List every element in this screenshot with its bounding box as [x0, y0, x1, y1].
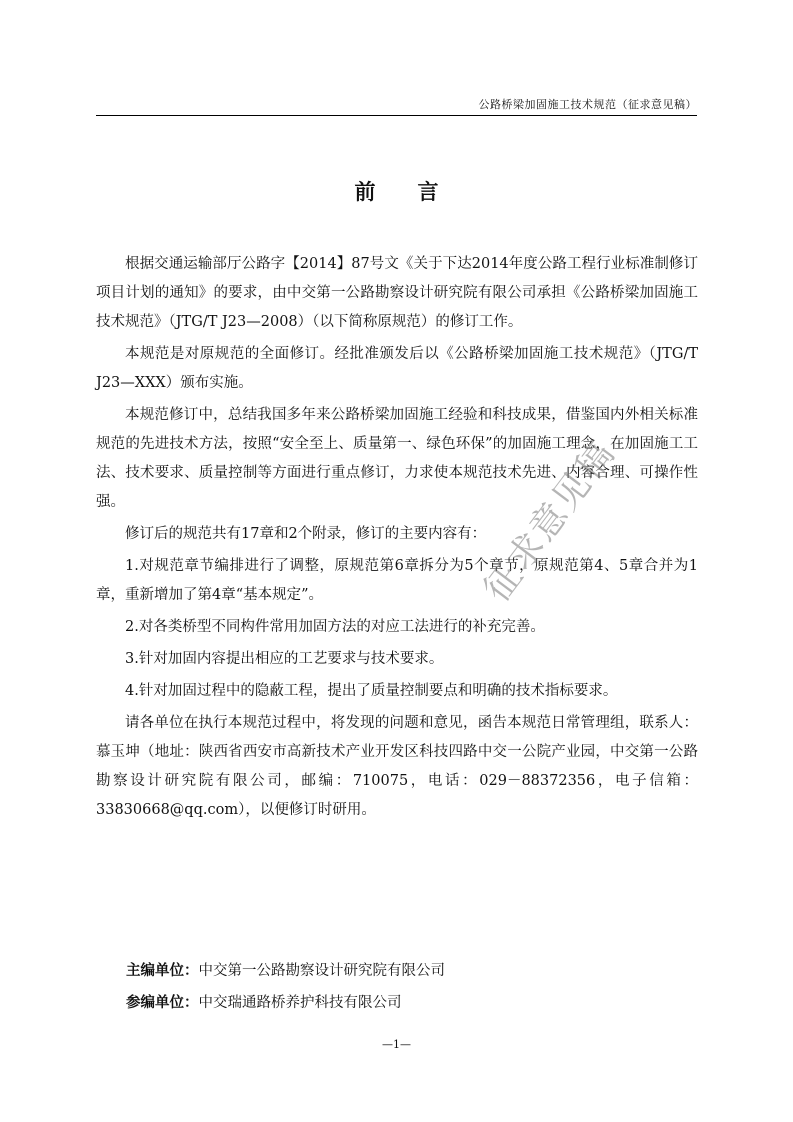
draft-watermark: 征求意见稿: [476, 433, 624, 610]
chief-unit-label: 主编单位：: [126, 962, 199, 979]
page-number: —1—: [382, 1038, 411, 1051]
chief-unit-value: 中交第一公路勘察设计研究院有限公司: [198, 963, 445, 979]
editing-units: [126, 955, 445, 1019]
participating-unit-label: 参编单位：: [126, 994, 199, 1011]
header-divider: [96, 115, 697, 116]
paragraph-contact: 请各单位在执行本规范过程中，将发现的问题和意见，函告本规范日常管理组，联系人：慕玉坤（地址：陕西省西安市高新技术产业开发区科技四路中交一公院产业园，中交第一公路勘察设计研究院有限公司，邮编：710075，电话：029－88372356，电子信箱：33830668@qq.com），以便修订时研用。: [96, 715, 698, 818]
preface-body: [96, 250, 703, 828]
list-item-1: 1.对规范章节编排进行了调整，原规范第6章拆分为5个章节，原规范第4、5章合并为1章，重新增加了第4章“基本规定”。: [96, 558, 698, 603]
paragraph-revision: 本规范是对原规范的全面修订。经批准颁发后以《公路桥梁加固施工技术规范》（JTG/T J23—XXX）颁布实施。: [96, 346, 703, 391]
paragraph-mandate: 根据交通运输部厅公路字【2014】87号文《关于下达2014年度公路工程行业标准制修订项目计划的通知》的要求，由中交第一公路勘察设计研究院有限公司承担《公路桥梁加固施工技术规范》（JTG/T J23—2008）（以下简称原规范）的修订工作。: [96, 256, 698, 330]
paragraph-principles: 本规范修订中，总结我国多年来公路桥梁加固施工经验和科技成果，借鉴国内外相关标准规范的先进技术方法，按照“安全至上、质量第一、绿色环保”的加固施工理念，在加固施工工法、技术要求、质量控制等方面进行重点修订，力求使本规范技术先进、内容合理、可操作性强。: [96, 407, 698, 510]
participating-unit-row: [126, 987, 445, 1019]
page-title: 前言: [354, 179, 481, 204]
chief-unit-row: [126, 955, 445, 987]
list-item-3: 3.针对加固内容提出相应的工艺要求与技术要求。: [125, 651, 444, 667]
list-item-2: 2.对各类桥型不同构件常用加固方法的对应工法进行的补充完善。: [125, 619, 545, 635]
participating-unit-value: 中交瑞通路桥养护科技有限公司: [198, 995, 402, 1011]
paragraph-contents-intro: 修订后的规范共有17章和2个附录，修订的主要内容有：: [125, 526, 487, 542]
running-header: 公路桥梁加固施工技术规范（征求意见稿）: [478, 98, 697, 111]
list-item-4: 4.针对加固过程中的隐蔽工程，提出了质量控制要点和明确的技术指标要求。: [125, 683, 618, 699]
